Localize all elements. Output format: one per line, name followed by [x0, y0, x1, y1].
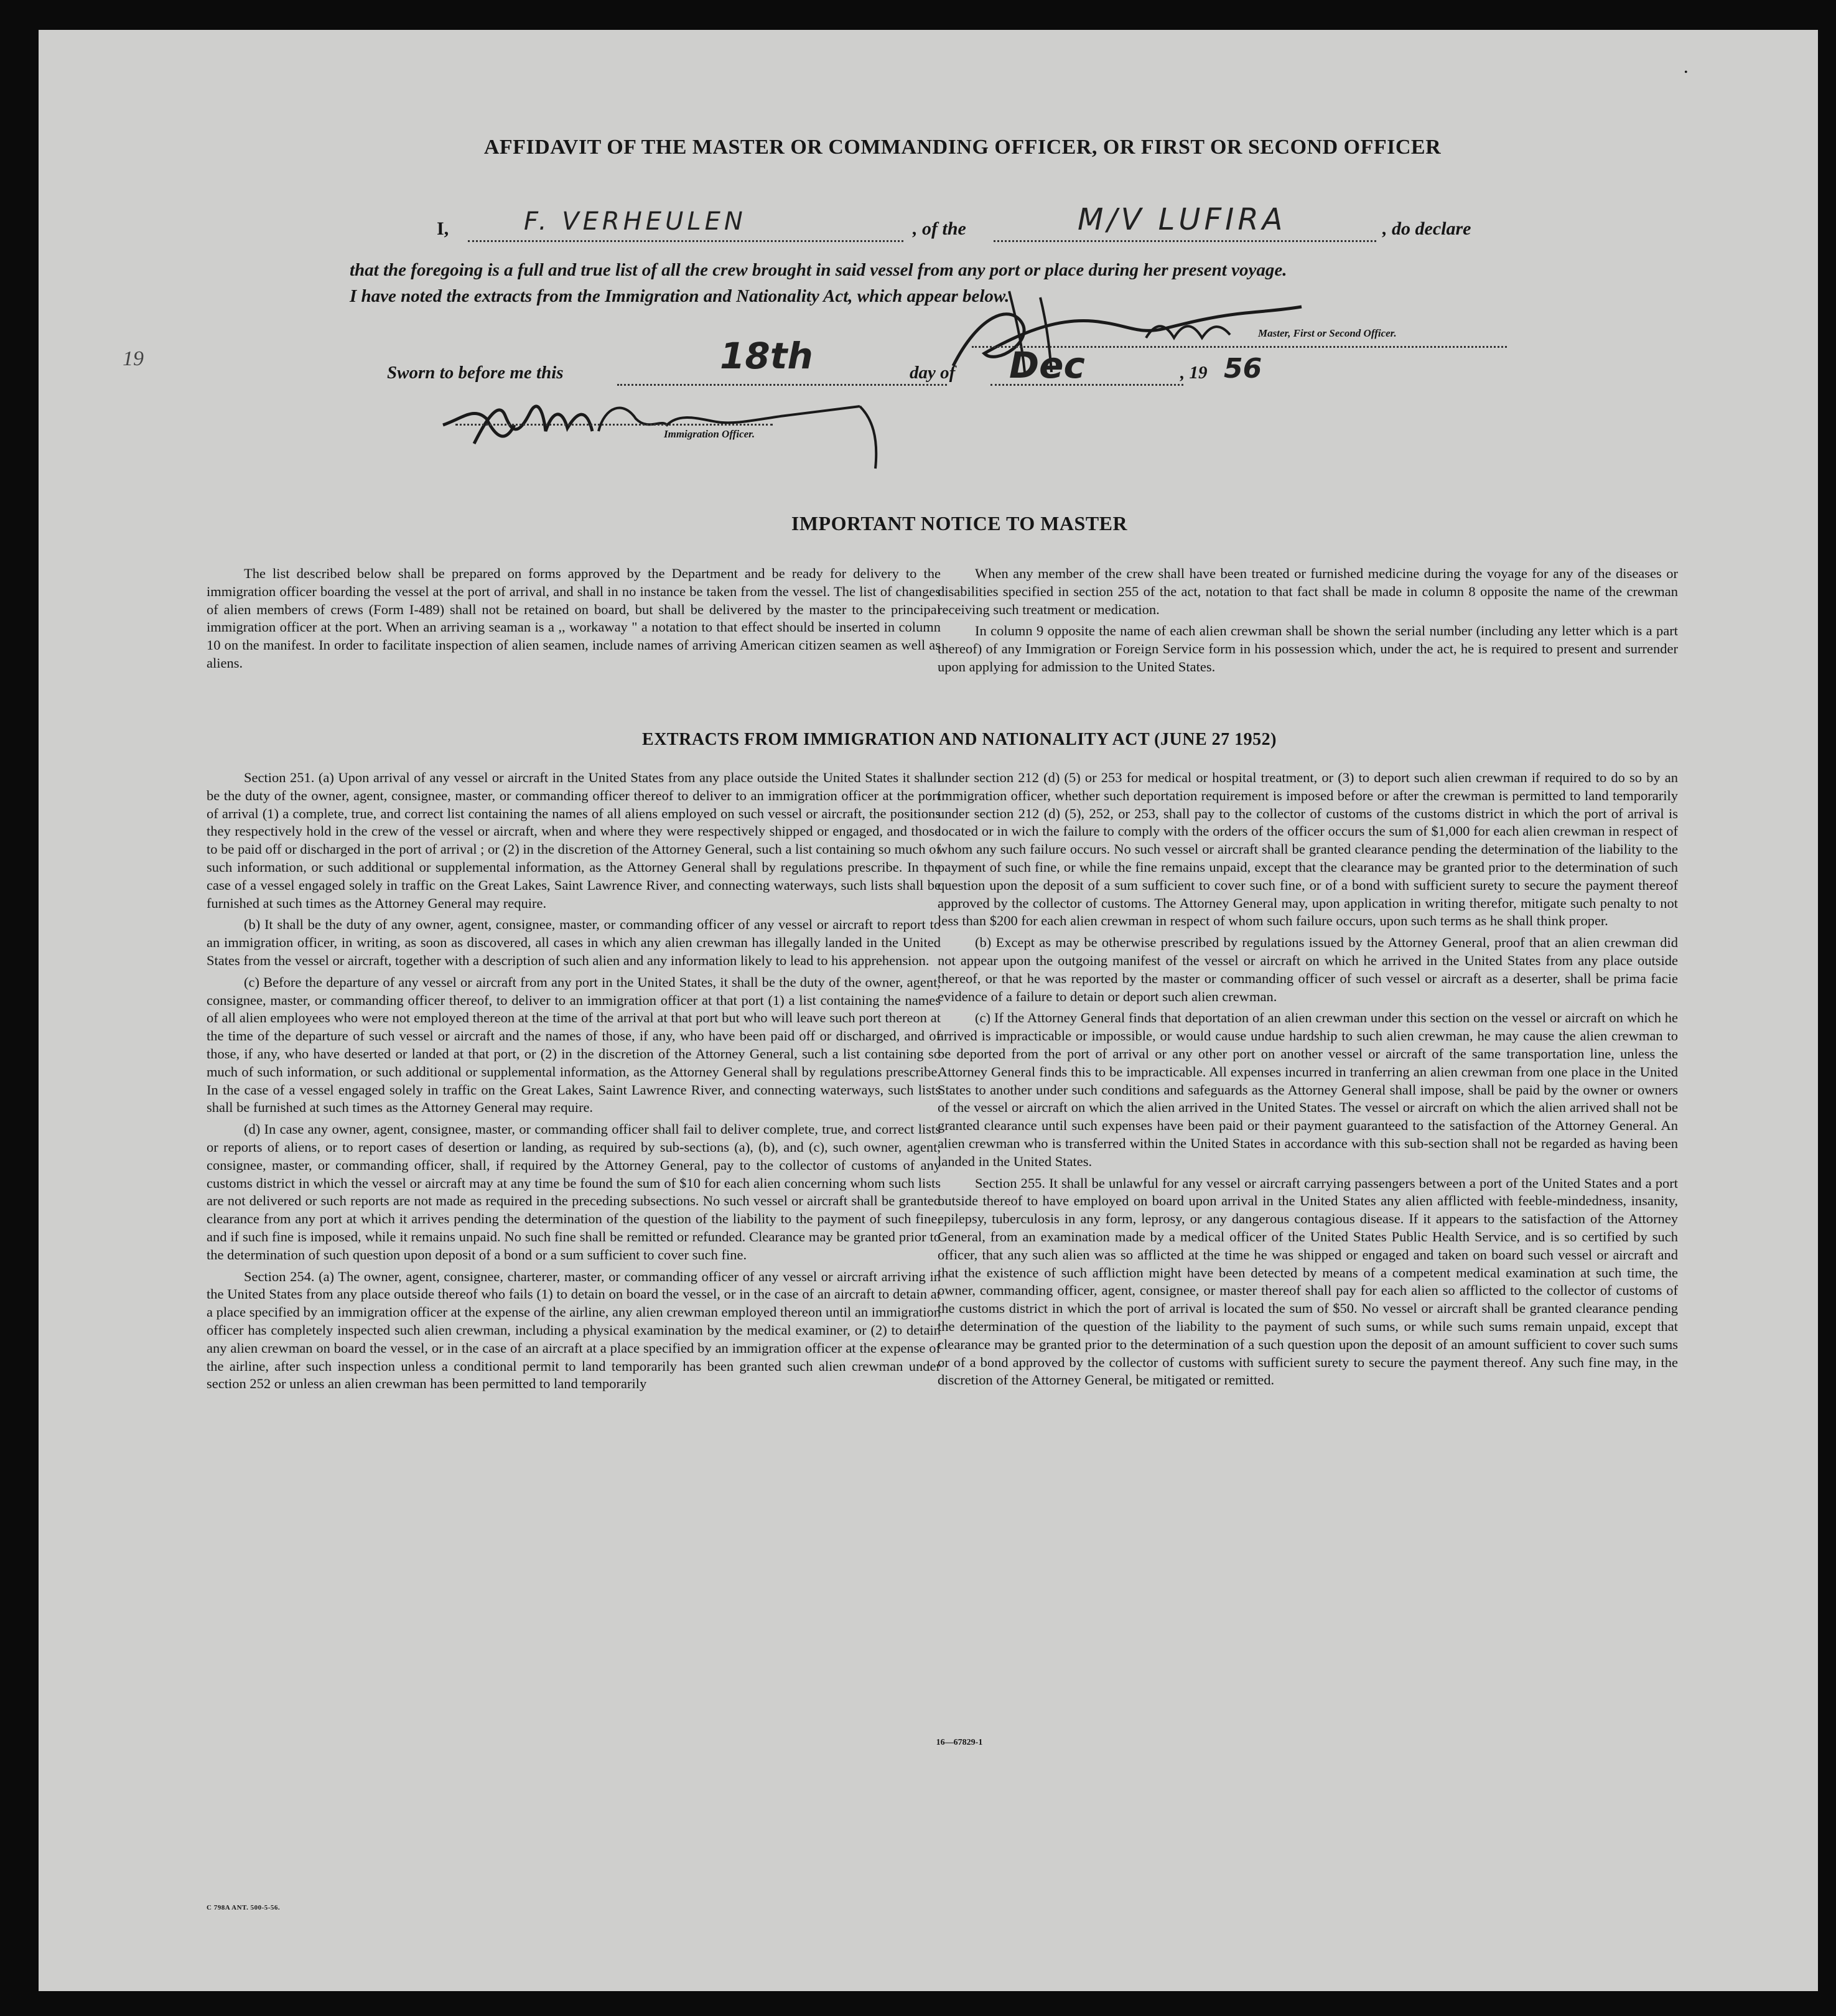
notice-paragraph: The list described below shall be prepared on forms approved by the Department and be ready for delivery to the immigration officer boarding the vessel at the port of arrival, and shall in no instance be taken from the vessel. The list of changes of alien members of crews (Form I-489) shall not be retained on board, but shall be delivered by the master to the principal immigration officer at the port. When an arriving seaman is a ,, workaway " a notation to that effect should be inserted in column 10 on the manifest. In order to facilitate inspection of alien seamen, include names of arriving American citizen seamen as well as aliens.: [207, 566, 941, 671]
margin-note: 19: [123, 347, 144, 370]
extract-paragraph: (c) If the Attorney General finds that deportation of an alien crewman under this section on the vessel or aircraft on which he arrived is impracticable or impossible, or would cause undue hardship to such alien crewman, he may cause the alien crewman to be deported from the port of arrival or any other port on another vessel or aircraft of the same transportation line, unless the Attorney General finds this to be impracticable. All expenses incurred in tranferring an alien crewman from one place in the United States to another under such conditions and safeguards as the Attorney General shall impose, shall be paid by the owner or owners of the vessel or aircraft on which the alien arrived in the United States. The vessel or aircraft on which the alien arrived shall not be granted clearance until such expenses have been paid or their payment guaranteed to the satisfaction of the Attorney General. An alien crewman who is transferred within the United States in accordance with this sub-section shall not be regarded as having been landed in the United States.: [938, 1010, 1678, 1169]
notice-right-column: [938, 565, 1678, 680]
notice-left-column: [207, 565, 941, 676]
i-label: I,: [437, 218, 449, 239]
day-of-label: day of: [910, 363, 956, 383]
declaration-line-1: that the foregoing is a full and true list of all the crew brought in said vessel from any port or place during her present voyage.: [350, 260, 1287, 280]
year-prefix: , 19: [1180, 363, 1208, 383]
print-code: C 798A ANT. 500-5-56.: [207, 1904, 281, 1911]
extract-paragraph: Section 251. (a) Upon arrival of any vessel or aircraft in the United States from any place outside the United States it shall be the duty of the owner, agent, consignee, master, or commanding officer thereof to deliver to an immigration officer at the port of arrival (1) a complete, true, and correct list containing the names of all aliens employed on such vessel or aircraft, the positions they respectively hold in the crew of the vessel or aircraft, when and where they were respectively shipped or engaged, and those to be paid off or discharged in the port of arrival ; or (2) in the discretion of the Attorney General, such a list containing so much of such information, or such additional or supplemental information, as the Attorney General shall by regulations prescribe. In the case of a vessel engaged solely in traffic on the Great Lakes, Saint Lawrence River, and connecting waterways, such lists shall be furnished at such times as the Attorney General may require.: [207, 770, 941, 911]
master-signature-label: Master, First or Second Officer.: [1258, 327, 1397, 339]
sworn-label: Sworn to before me this: [387, 363, 564, 383]
master-name-handwritten: F. VERHEULEN: [524, 207, 747, 236]
officer-signature-line: [455, 424, 773, 426]
notice-title: IMPORTANT NOTICE TO MASTER: [791, 512, 1128, 534]
extract-paragraph: (d) In case any owner, agent, consignee, master, or commanding officer shall fail to deliver complete, true, and correct lists or reports of aliens, or to report cases of desertion or landing, as required by sub-sections (a), (b), and (c), such owner, agent, consignee, master, or commanding officer, shall, if required by the Attorney General, pay to the collector of customs of any customs district in which the vessel or aircraft may at any time be found the sum of $10 for each alien concerning whom such lists are not delivered or such reports are not made as required in the preceding subsections. No such vessel or aircraft shall be granted clearance from any port at which it arrives pending the determination of the question of the liability to the payment of such fine, and if such fine is imposed, while it remains unpaid. No such fine shall be remitted or refunded. Clearance may be granted prior to the determination of such question upon deposit of a bond or a sum sufficient to cover such fine.: [207, 1121, 941, 1262]
extracts-title: EXTRACTS FROM IMMIGRATION AND NATIONALITY ACT (JUNE 27 1952): [642, 730, 1277, 749]
year-handwritten: 56: [1224, 353, 1262, 385]
of-the-label: , of the: [913, 218, 966, 239]
notice-paragraph: In column 9 opposite the name of each alien crewman shall be shown the serial number (including any letter which is a part thereof) of any Immigration or Foreign Service form in his possession which, under the act, he is required to present and surrender upon applying for admission to the United States.: [938, 623, 1678, 674]
master-name-underline: [468, 240, 903, 242]
extract-paragraph: (b) It shall be the duty of any owner, agent, consignee, master, or commanding officer of any vessel or aircraft to report to an immigration officer, in writing, as soon as discovered, all cases in which any alien crewman has illegally landed in the United States from the vessel or aircraft, together with a description of such alien and any information likely to lead to his apprehension.: [207, 917, 941, 968]
sworn-month-handwritten: Dec: [1009, 344, 1085, 386]
extract-paragraph: Section 254. (a) The owner, agent, consignee, charterer, master, or commanding officer of any vessel or aircraft arriving in the United States from any place outside thereof who fails (1) to detain on board the vessel, or in the case of an aircraft to detain at a place specified by an immigration officer at the expense of the airline, any alien crewman employed thereon until an immigration officer has completely inspected such alien crewman, including a physical examination by the medical examiner, or (2) to detain any alien crewman on board the vessel, or in the case of an aircraft at a place specified by an immigration officer at the expense of the airline, after such inspection unless a conditional permit to land temporarily has been granted such alien crewman under section 252 or unless an alien crewman has been permitted to land temporarily: [207, 1268, 941, 1392]
vessel-name-handwritten: M/V LUFIRA: [1078, 202, 1287, 237]
officer-signature-label: Immigration Officer.: [664, 428, 755, 440]
extract-paragraph: (b) Except as may be otherwise prescribed by regulations issued by the Attorney General, proof that an alien crewman did not appear upon the outgoing manifest of the vessel or aircraft on which he arrived in the United States from any place outside thereof, or that he was reported by the master or commanding officer of such vessel or aircraft as a deserter, shall be prima facie evidence of a failure to detain or deport such alien crewman.: [938, 935, 1678, 1004]
extract-paragraph: under section 212 (d) (5) or 253 for medical or hospital treatment, or (3) to deport such alien crewman if required to do so by an immigration officer, whether such deportation requirement is imposed before or after the crewman is permitted to land temporarily under section 212 (d) (5), 252, or 253, shall pay to the collector of customs of the customs district in which the port of arrival is located or in wich the failure to comply with the orders of the officer occurs the sum of $1,000 for each alien crewman in respect of whom any such failure occurs. No such vessel or aircraft shall be granted clearance pending the determination of the liability to the payment of such fine, or while the fine remains unpaid, except that the clearance may be granted prior to the determination of such question upon the deposit of a sum sufficient to cover such fine, or of a bond with sufficient surety to secure the payment thereof approved by the collector of customs. The Attorney General may, upon application in writing therefor, mitigate such penalty to not less than $200 for each alien crewman in respect of whom such failure occurs, upon such terms as he shall think proper.: [938, 770, 1678, 929]
declaration-line-2: I have noted the extracts from the Immigration and Nationality Act, which appear below.: [350, 286, 1010, 306]
do-declare-label: , do declare: [1382, 218, 1471, 239]
document-page: [39, 30, 1818, 1991]
notice-paragraph: When any member of the crew shall have been treated or furnished medicine during the voyage for any of the diseases or disabilities specified in section 255 of the act, notation to that fact shall be made in column 8 opposite the name of the crewman receiving such treatment or medication.: [938, 566, 1678, 617]
sworn-day-handwritten: 18th: [720, 335, 813, 377]
form-number: 16—67829-1: [936, 1738, 983, 1747]
extracts-left-column: [207, 769, 941, 1397]
affidavit-title: AFFIDAVIT OF THE MASTER OR COMMANDING OFFICER, OR FIRST OR SECOND OFFICER: [483, 136, 1442, 159]
extracts-right-column: [938, 769, 1678, 1393]
declaration-line: [387, 202, 1538, 245]
extract-paragraph: Section 255. It shall be unlawful for any vessel or aircraft carrying passengers between a port of the United States and a port outside thereof to have employed on board upon arrival in the United States any alien afflicted with feeble-mindedness, insanity, epilepsy, tuberculosis in any form, leprosy, or any dangerous contagious disease. If it appears to the satisfaction of the Attorney General, from an examination made by a medical officer of the United States Public Health Service, and is so certified by such officer, that any such alien was so afflicted at the time he was shipped or engaged and taken on board such vessel or aircraft and that the existence of such affliction might have been detected by means of a competent medical examination at such time, the owner, commanding officer, agent, consignee, or master thereof shall pay for each alien so afflicted to the collector of customs of the customs district in which the port of arrival is located the sum of $50. No vessel or aircraft shall be granted clearance pending the determination of the question of the liability to the payment of such sums, or while such sums remain unpaid, except that clearance may be granted prior to the determination of a such question upon the deposit of an amount sufficient to cover such sums or of a bond approved by the collector of customs with sufficient surety to secure the payment thereof. Any such fine may, in the discretion of the Attorney General, be mitigated or remitted.: [938, 1175, 1678, 1388]
corner-mark: •: [1684, 67, 1688, 78]
extract-paragraph: (c) Before the departure of any vessel or aircraft from any port in the United States, it shall be the duty of the owner, agent, consignee, master, or commanding officer thereof, to deliver to an immigration officer at that port (1) a list containing the names of all alien employees who were not employed thereon at the time of the arrival at that port but who will leave such port thereon at the time of the departure of such vessel or aircraft and the names of those, if any, who have been paid off or discharged, and of those, if any, who have deserted or landed at that port, or (2) in the discretion of the Attorney General, such a list containing so much of such information, or such additional or supplemental information, as the Attorney General shall by regulations prescribe. In the case of a vessel engaged solely in traffic on the Great Lakes, Saint Lawrence River, and connecting waterways, such lists shall be furnished at such times as the Attorney General may require.: [207, 974, 941, 1116]
vessel-name-underline: [994, 240, 1376, 242]
